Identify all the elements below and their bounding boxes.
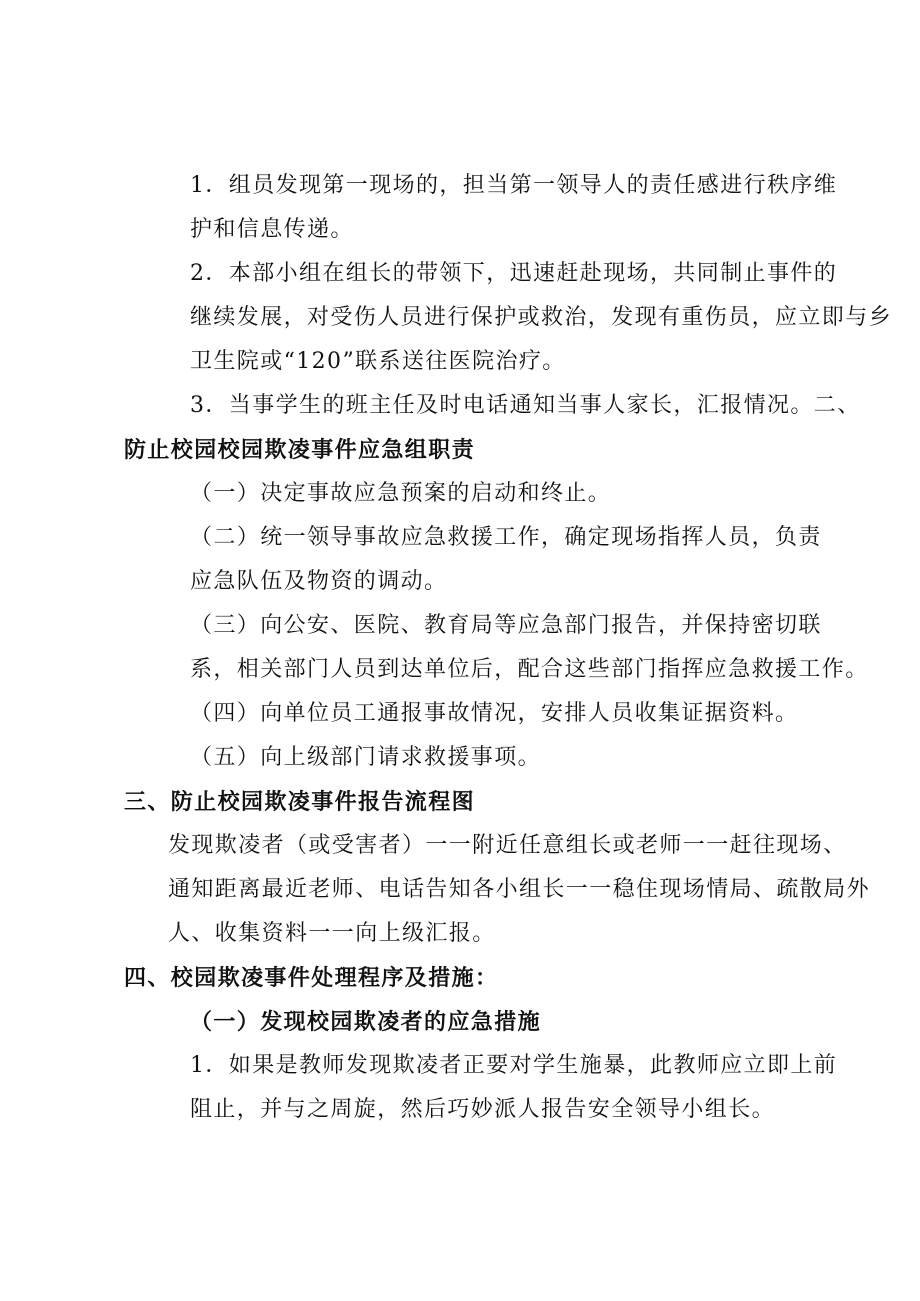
paragraph-line: 阻止，并与之周旋，然后巧妙派人报告安全领导小组长。 — [190, 1097, 776, 1122]
paragraph-line: 1．组员发现第一现场的，担当第一领导人的责任感进行秩序维 — [190, 173, 838, 198]
paragraph-duty-4 — [124, 692, 814, 736]
paragraph-duty-1 — [124, 472, 814, 516]
paragraph-line: 发现欺凌者（或受害者）一一附近任意组长或老师一一赶往现场、 — [168, 833, 847, 858]
paragraph-line: 系，相关部门人员到达单位后，配合这些部门指挥应急救援工作。 — [190, 657, 869, 682]
paragraph-line: （二）统一领导事故应急救援工作，确定现场指挥人员，负责 — [190, 525, 822, 550]
subsection-heading: （一）发现校园欺凌者的应急措施 — [190, 1009, 542, 1035]
paragraph-line: 3．当事学生的班主任及时电话通知当事人家长，汇报情况。二、 — [190, 393, 861, 418]
paragraph-line: 人、收集资料一一向上级汇报。 — [168, 921, 496, 946]
paragraph-line: 护和信息传递。 — [190, 217, 354, 242]
paragraph-line: （一）决定事故应急预案的启动和终止。 — [190, 481, 612, 506]
paragraph-duty-2 — [124, 516, 822, 604]
paragraph-line: 通知距离最近老师、电话告知各小组长一一稳住现场情局、疏散局外 — [168, 877, 871, 902]
paragraph-duty-3 — [124, 604, 869, 692]
paragraph-line: （三）向公安、医院、教育局等应急部门报告，并保持密切联 — [190, 613, 822, 638]
section-heading-2: 防止校园校园欺凌事件应急组职责 — [124, 437, 476, 463]
paragraph-line: （五）向上级部门请求救援事项。 — [190, 745, 542, 770]
paragraph-line: 应急队伍及物资的调动。 — [190, 569, 448, 594]
paragraph-line: 卫生院或“120”联系送往医院治疗。 — [190, 349, 566, 374]
paragraph-duty-5 — [124, 736, 814, 780]
section-heading-4: 四、校园欺凌事件处理程序及措施： — [124, 965, 499, 991]
paragraph-3 — [124, 384, 861, 428]
paragraph-2 — [124, 252, 893, 384]
paragraph-flow — [124, 824, 871, 956]
paragraph-line: 1．如果是教师发现欺凌者正要对学生施暴，此教师应立即上前 — [190, 1053, 838, 1078]
section-heading-3: 三、防止校园欺凌事件报告流程图 — [124, 789, 476, 815]
paragraph-line: 继续发展，对受伤人员进行保护或救治，发现有重伤员，应立即与乡 — [190, 305, 893, 330]
paragraph-measure-1 — [124, 1044, 838, 1132]
paragraph-line: （四）向单位员工通报事故情况，安排人员收集证据资料。 — [190, 701, 799, 726]
paragraph-line: 2．本部小组在组长的带领下，迅速赶赴现场，共同制止事件的 — [190, 261, 838, 286]
paragraph-1 — [124, 164, 838, 252]
